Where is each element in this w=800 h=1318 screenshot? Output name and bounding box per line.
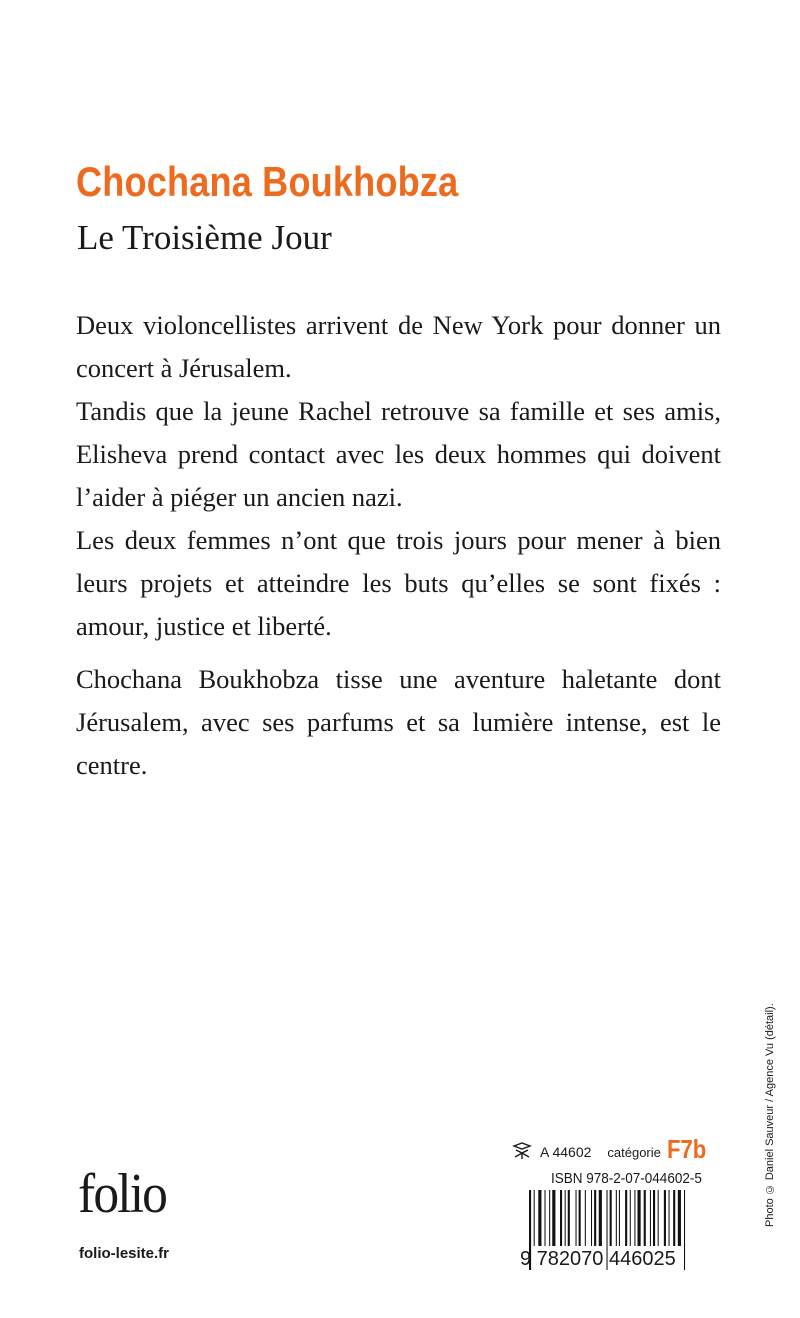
barcode-bar: [565, 1190, 566, 1246]
barcode-bar: [591, 1190, 592, 1246]
isbn-number: ISBN 978-2-07-044602-5: [551, 1170, 702, 1187]
publisher-website: folio-lesite.fr: [79, 1245, 170, 1262]
barcode-bar: [549, 1190, 550, 1246]
barcode-bar: [669, 1190, 670, 1246]
barcode-bar: [610, 1190, 612, 1246]
barcode-bar: [619, 1190, 620, 1246]
barcode-bar: [579, 1190, 581, 1246]
category-label: catégorie: [607, 1145, 661, 1160]
product-code: A 44602: [540, 1144, 592, 1160]
barcode-bar: [625, 1190, 627, 1246]
barcode-bar: [630, 1190, 631, 1246]
barcode-bar: [678, 1190, 681, 1246]
barcode-bar: [585, 1190, 586, 1246]
folio-emblem-icon: [512, 1142, 532, 1160]
barcode-bar: [664, 1190, 666, 1246]
barcode-bar: [568, 1190, 570, 1246]
category-value: F7b: [666, 1134, 707, 1164]
barcode-bar: [650, 1190, 651, 1246]
author-name: Chochana Boukhobza: [76, 158, 459, 205]
barcode-bar: [560, 1190, 562, 1246]
barcode-bar: [658, 1190, 659, 1246]
barcode-bar: [576, 1190, 577, 1246]
barcode-bar: [644, 1190, 646, 1246]
barcode-bar: [538, 1190, 541, 1246]
barcode-bar: [534, 1190, 535, 1246]
blurb-line: Tandis que la jeune Rachel retrouve sa famille et ses amis, Elisheva prend contact avec les deux hommes qui doivent l’aider à piéger un ancien nazi.: [76, 396, 721, 512]
barcode-bar: [653, 1190, 655, 1246]
barcode-bar: [599, 1190, 602, 1246]
blurb-line: Les deux femmes n’ont que trois jours pour mener à bien leurs projets et atteindre les buts qu’elles se sont fixés : amour, justice et liberté.: [76, 525, 721, 641]
blurb-line: Chochana Boukhobza tisse une aventure haletante dont Jérusalem, avec ses parfums et sa lumière intense, est le centre.: [76, 664, 721, 780]
blurb-paragraph-1: [76, 304, 721, 648]
blurb-line: Deux violoncellistes arrivent de New York pour donner un concert à Jérusalem.: [76, 310, 721, 383]
barcode-bar: [673, 1190, 675, 1246]
barcode-digits: 9 782070 446025: [520, 1248, 676, 1270]
blurb-paragraph-2: [76, 658, 721, 787]
barcode-bar: [634, 1190, 635, 1246]
barcode-bar: [545, 1190, 546, 1246]
barcode-bar: [616, 1190, 617, 1246]
imprint-line: [512, 1134, 713, 1164]
folio-logo: folio: [78, 1163, 167, 1225]
photo-credit: Photo © Daniel Sauveur / Agence Vu (détail).: [764, 1003, 776, 1227]
barcode-bar: [552, 1190, 555, 1246]
book-title: Le Troisième Jour: [77, 218, 332, 257]
barcode-bar: [638, 1190, 641, 1246]
barcode-bar: [594, 1190, 596, 1246]
